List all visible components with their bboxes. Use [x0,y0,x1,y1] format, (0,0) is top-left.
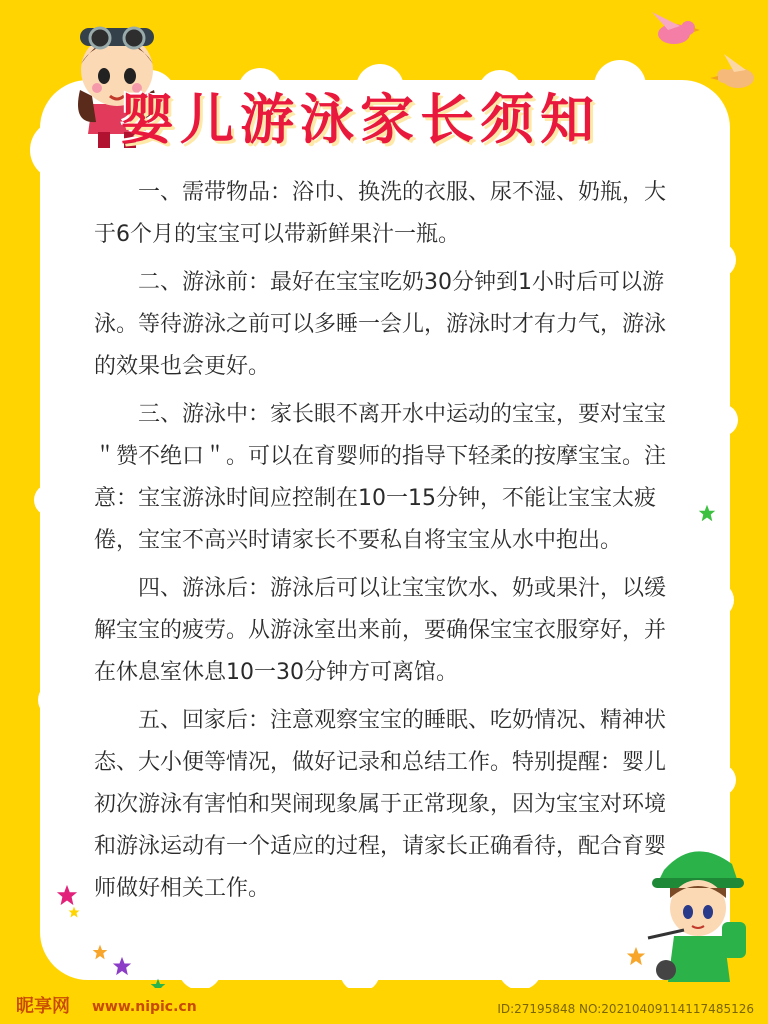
watermark-id: ID:27195848 NO:20210409114117485126 [497,1002,754,1016]
footer-watermark-bar [0,988,768,1024]
watermark-brand: 昵享网 [16,996,70,1017]
star-icon [112,956,132,976]
notice-item-home: 五、回家后：注意观察宝宝的睡眠、吃奶情况、精神状态、大小便等情况，做好记录和总结工作。特别提醒：婴儿初次游泳有害怕和哭闹现象属于正常现象，因为宝宝对环境和游泳运动有一个适应的过程，请家长正确看待，配合育婴师做好相关工作。 [94,708,667,901]
notice-body [94,172,670,916]
notice-item-prep: 一、需带物品：浴巾、换洗的衣服、尿不湿、奶瓶，大于6个月的宝宝可以带新鲜果汁一瓶。 [94,180,667,247]
bird-icon [646,8,700,52]
star-icon [68,906,80,918]
star-icon [92,944,108,960]
notice-item-during: 三、游泳中：家长眼不离开水中运动的宝宝，要对宝宝＂赞不绝口＂。可以在育婴师的指导下轻柔的按摩宝宝。注意：宝宝游泳时间应控制在10一15分钟，不能让宝宝太疲倦，宝宝不高兴时请家长不要私自将宝宝从水中抱出。 [94,402,667,553]
star-icon [626,946,646,966]
page-title: 婴儿游泳家长须知 [120,88,600,151]
boy-character-icon [644,842,754,992]
bird-icon [710,52,766,98]
star-icon [56,884,78,906]
star-icon [698,504,716,522]
watermark-site: www.nipic.cn [92,999,197,1015]
notice-item-after: 四、游泳后：游泳后可以让宝宝饮水、奶或果汁，以缓解宝宝的疲劳。从游泳室出来前，要确保宝宝衣服穿好，并在休息室休息10一30分钟方可离馆。 [94,576,667,685]
notice-item-before: 二、游泳前：最好在宝宝吃奶30分钟到1小时后可以游泳。等待游泳之前可以多睡一会儿，游泳时才有力气，游泳的效果也会更好。 [94,270,667,379]
